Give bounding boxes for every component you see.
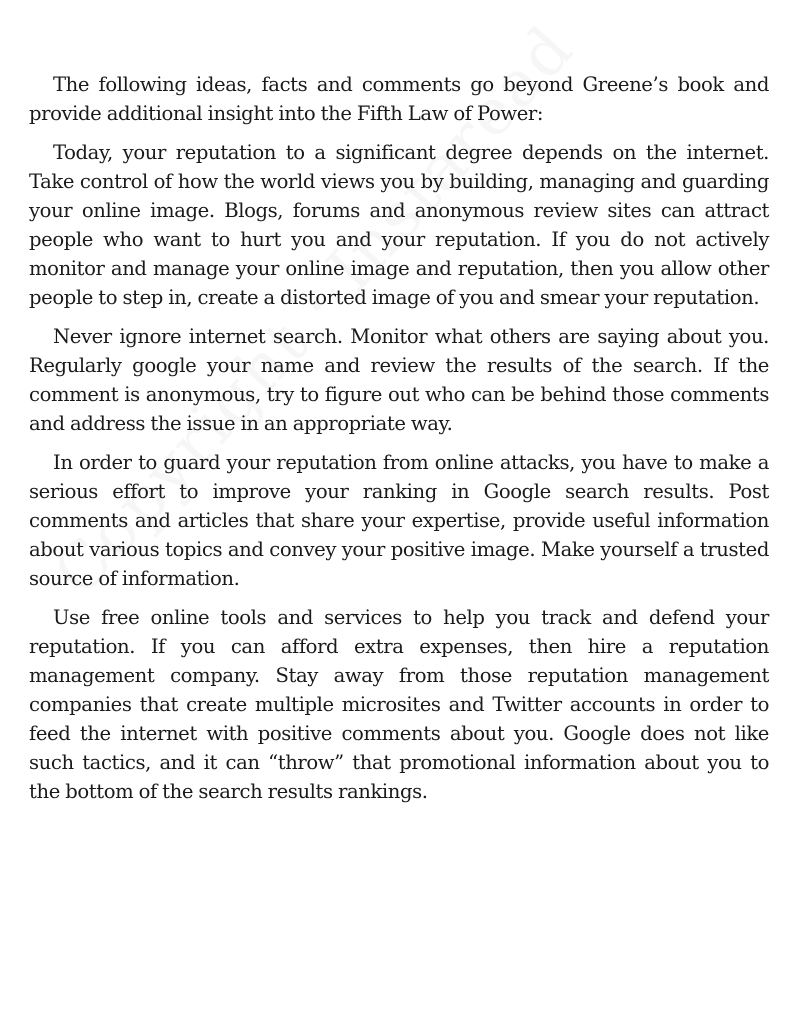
paragraph-intro: The following ideas, facts and comments go beyond Greene’s book and provide additional insight into the Fifth Law of Power: <box>29 73 769 125</box>
paragraph-search-ranking: In order to guard your reputation from online attacks, you have to make a serious effort to improve your ranking in Google search results. Post comments and articles that share your expertise, provide useful information about various topics and convey your positive image. Make yourself a trusted source of information. <box>29 451 769 590</box>
body-text <box>29 70 769 816</box>
paragraph-internet-search: Never ignore internet search. Monitor what others are saying about you. Regularly google your name and review the results of the search. If the comment is anonymous, try to figure out who can be behind those comments and address the issue in an appropriate way. <box>29 325 769 435</box>
paragraph-online-reputation: Today, your reputation to a significant degree depends on the internet. Take control of how the world views you by building, managing and guarding your online image. Blogs, forums and anonymous review sites can attract people who want to hurt you and your reputation. If you do not actively monitor and manage your online image and reputation, then you allow other people to step in, create a distorted image of you and smear your reputation. <box>29 141 769 309</box>
document-page <box>29 0 769 1024</box>
paragraph-online-tools: Use free online tools and services to help you track and defend your reputation. If you can afford extra expenses, then hire a reputation management company. Stay away from those reputation management companies that create multiple microsites and Twitter accounts in order to feed the internet with positive comments about you. Google does not like such tactics, and it can “throw” that promotional information about you to the bottom of the search results rankings. <box>29 606 769 803</box>
